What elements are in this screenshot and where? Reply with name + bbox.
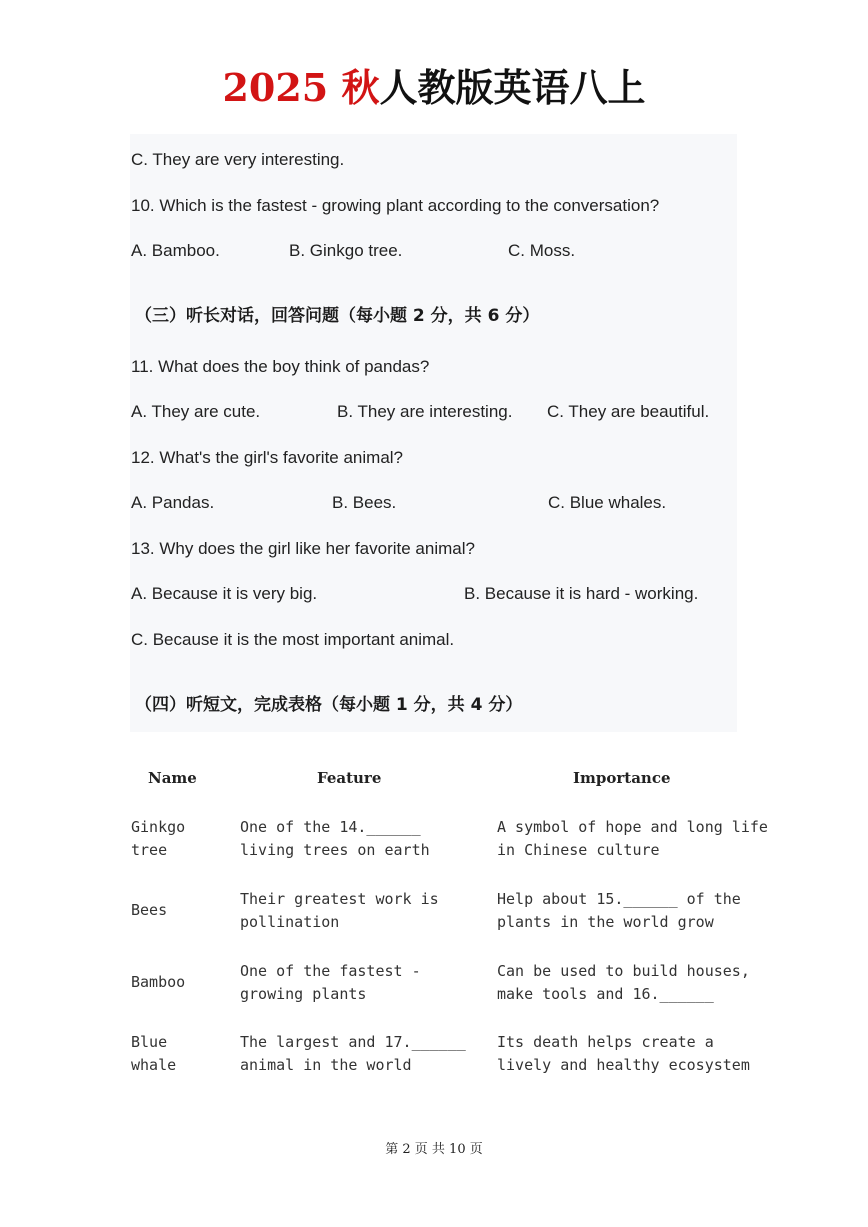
table-cell-name: Bees	[131, 901, 168, 919]
table-cell-feature: One of the fastest - growing plants	[240, 962, 421, 1003]
title-year-season: 2025 秋	[222, 65, 380, 110]
table-header-name: Name	[148, 769, 197, 787]
q10-option-a: A. Bamboo.	[131, 241, 220, 260]
q12-question: 12. What's the girl's favorite animal?	[131, 448, 403, 467]
q11-option-b: B. They are interesting.	[337, 402, 513, 421]
table-cell-importance: Can be used to build houses, make tools and 16.______	[497, 962, 750, 1003]
table-cell-feature: Their greatest work is pollination	[240, 890, 439, 931]
q13-option-c: C. Because it is the most important animal.	[131, 630, 455, 649]
section-heading-part-four: （四）听短文，完成表格（每小题 1 分，共 4 分）	[135, 695, 523, 715]
q10-option-b: B. Ginkgo tree.	[289, 241, 403, 260]
q12-option-c: C. Blue whales.	[548, 493, 667, 512]
q13-option-b: B. Because it is hard - working.	[464, 584, 699, 603]
table-header-feature: Feature	[317, 769, 382, 787]
q10-option-c: C. Moss.	[508, 241, 576, 260]
q9-option-c: C. They are very interesting.	[131, 150, 345, 169]
table-cell-name: Bamboo	[131, 973, 186, 991]
table-cell-feature: One of the 14.______ living trees on earth	[240, 818, 430, 859]
table-cell-feature: The largest and 17.______ animal in the world	[240, 1033, 466, 1074]
table-cell-importance: Its death helps create a lively and healthy ecosystem	[497, 1033, 750, 1074]
table-cell-importance: A symbol of hope and long life in Chinese culture	[497, 818, 768, 859]
q10-question: 10. Which is the fastest - growing plant according to the conversation?	[131, 196, 660, 215]
table-header-importance: Importance	[573, 769, 671, 787]
section-heading-part-three: （三）听长对话，回答问题（每小题 2 分，共 6 分）	[135, 306, 540, 326]
table-cell-name: Blue whale	[131, 1033, 177, 1074]
page-footer: 第 2 页 共 10 页	[385, 1142, 483, 1157]
page-title	[0, 62, 868, 114]
q11-option-a: A. They are cute.	[131, 402, 261, 421]
q11-option-c: C. They are beautiful.	[547, 402, 710, 421]
q13-option-a: A. Because it is very big.	[131, 584, 318, 603]
q12-option-a: A. Pandas.	[131, 493, 215, 512]
table-cell-importance: Help about 15.______ of the plants in the world grow	[497, 890, 741, 931]
table-cell-name: Ginkgo tree	[131, 818, 186, 859]
q11-question: 11. What does the boy think of pandas?	[131, 357, 430, 376]
q12-option-b: B. Bees.	[332, 493, 397, 512]
q13-question: 13. Why does the girl like her favorite animal?	[131, 539, 475, 558]
title-textbook: 人教版英语八上	[379, 65, 646, 110]
